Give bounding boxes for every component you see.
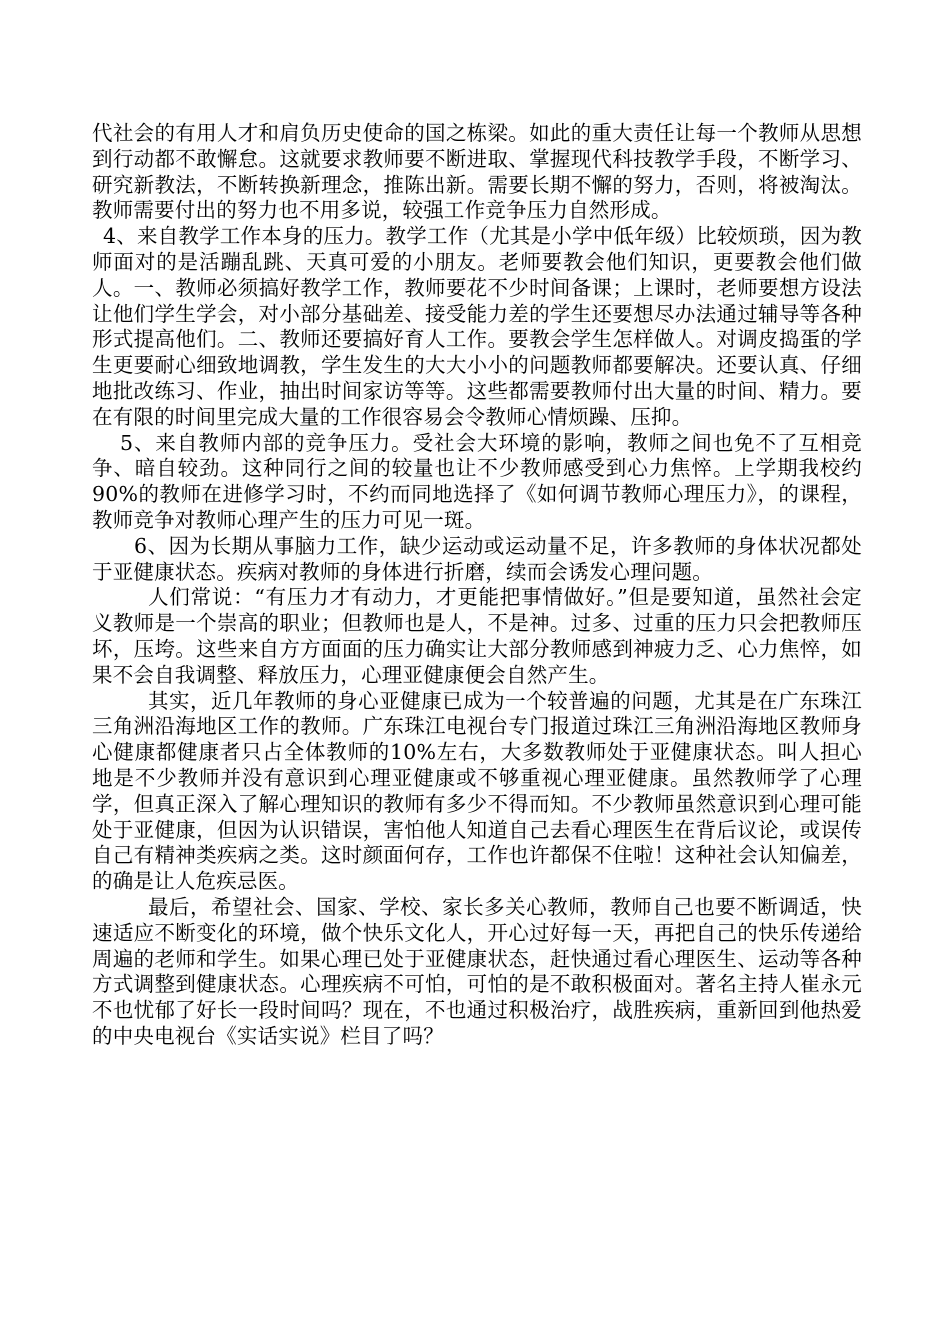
- paragraph-teaching-pressure: 4、来自教学工作本身的压力。教学工作（尤其是小学中低年级）比较烦琐，因为教师面对的是活蹦乱跳、天真可爱的小朋友。老师要教会他们知识，更要教会他们做人。一、教师必须搞好教学工作，教师要花不少时间备课；上课时，老师要想方设法让他们学生学会，对小部分基础差、接受能力差的学生还要想尽办法通过辅导等各种形式提高他们。二、教师还要搞好育人工作。要教会学生怎样做人。对调皮捣蛋的学生更要耐心细致地调教，学生发生的大大小小的问题教师都要解决。还要认真、仔细地批改练习、作业，抽出时间家访等等。这些都需要教师付出大量的时间、精力。要在有限的时间里完成大量的工作很容易会令教师心情烦躁、压抑。: [92, 224, 862, 429]
- paragraph-common-saying: 人们常说：“有压力才有动力，才更能把事情做好。”但是要知道，虽然社会定义教师是一个崇高的职业；但教师也是人，不是神。过多、过重的压力只会把教师压坏，压垮。这些来自方方面面的压力确实让大部分教师感到神疲力乏、心力焦悴，如果不会自我调整、释放压力，心理亚健康便会自然产生。: [92, 585, 862, 687]
- paragraph-internal-competition: 5、来自教师内部的竞争压力。受社会大环境的影响，教师之间也免不了互相竞争、暗自较劲。这种同行之间的较量也让不少教师感受到心力焦悴。上学期我校约90%的教师在进修学习时，不约而同地选择了《如何调节教师心理压力》，的课程，教师竞争对教师心理产生的压力可见一斑。: [92, 430, 862, 532]
- paragraph-conclusion: 最后，希望社会、国家、学校、家长多关心教师，教师自己也要不断调适，快速适应不断变化的环境，做个快乐文化人，开心过好每一天，再把自己的快乐传递给周遍的老师和学生。如果心理已处于亚健康状态，赶快通过看心理医生、运动等各种方式调整到健康状态。心理疾病不可怕，可怕的是不敢积极面对。著名主持人崔永元不也忧郁了好长一段时间吗？现在，不也通过积极治疗，战胜疾病，重新回到他热爱的中央电视台《实话实说》栏目了吗？: [92, 894, 862, 1048]
- paragraph-health-status: 6、因为长期从事脑力工作，缺少运动或运动量不足，许多教师的身体状况都处于亚健康状态。疾病对教师的身体进行折磨，续而会诱发心理问题。: [92, 533, 862, 584]
- paragraph-subhealth-issue: 其实，近几年教师的身心亚健康已成为一个较普遍的问题，尤其是在广东珠江三角洲沿海地区工作的教师。广东珠江电视台专门报道过珠江三角洲沿海地区教师身心健康都健康者只占全体教师的10%左右，大多数教师处于亚健康状态。叫人担心地是不少教师并没有意识到心理亚健康或不够重视心理亚健康。虽然教师学了心理学，但真正深入了解心理知识的教师有多少不得而知。不少教师虽然意识到心理可能处于亚健康，但因为认识错误，害怕他人知道自己去看心理医生在背后议论，或误传自己有精神类疾病之类。这时颜面何存，工作也许都保不住啦！这种社会认知偏差，的确是让人危疾忌医。: [92, 688, 862, 894]
- paragraph-continuation: 代社会的有用人才和肩负历史使命的国之栋梁。如此的重大责任让每一个教师从思想到行动都不敢懈怠。这就要求教师要不断进取、掌握现代科技教学手段，不断学习、研究新教法，不断转换新理念，推陈出新。需要长期不懈的努力，否则，将被淘汰。教师需要付出的努力也不用多说，较强工作竞争压力自然形成。: [92, 121, 862, 223]
- document-body: [92, 121, 862, 1050]
